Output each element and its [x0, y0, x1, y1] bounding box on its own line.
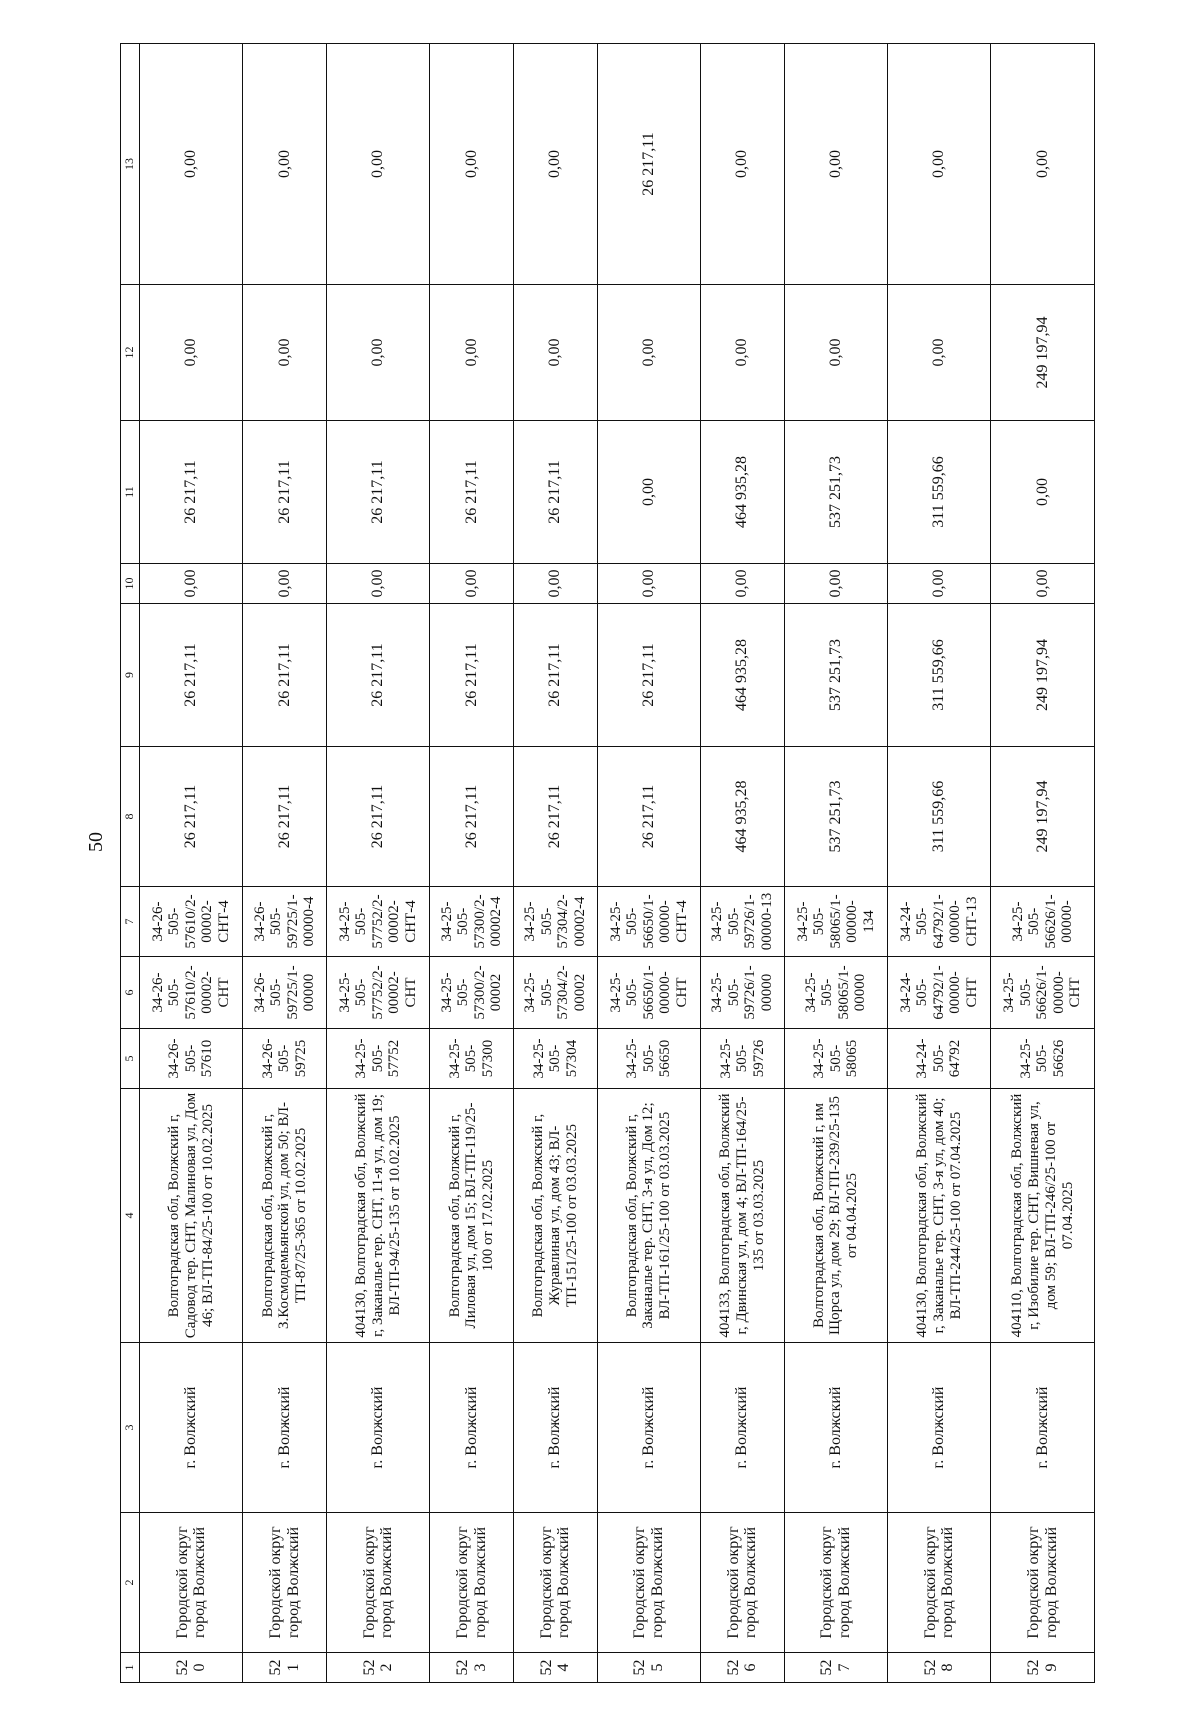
cadastral-code-cell: 34-26-505-59725 [243, 1029, 327, 1089]
amount-col11-cell: 537 251,73 [784, 421, 887, 564]
column-number-9: 9 [121, 604, 140, 747]
column-number-4: 4 [121, 1089, 140, 1343]
address-cell: 404110, Волгоградская обл, Волжский г, Изобилие тер. СНТ, Вишневая ул, дом 59; ВЛ-ТП-246/25-100 от 07.04.2025 [991, 1089, 1095, 1343]
amount-col12-cell: 0,00 [784, 285, 887, 421]
amount-col13-cell: 0,00 [514, 44, 598, 285]
rotated-table-container [120, 44, 1095, 1683]
amount-col10-cell: 0,00 [327, 564, 430, 604]
contract-id-cell: 34-25-505-56626/1-00000- [991, 887, 1095, 957]
city-cell: г. Волжский [327, 1343, 430, 1513]
contract-id-cell: 34-25-505-56650/1-00000-СНТ-4 [597, 887, 700, 957]
row-number: 528 [888, 1653, 991, 1683]
city-cell: г. Волжский [991, 1343, 1095, 1513]
column-number-1: 1 [121, 1653, 140, 1683]
amount-col10-cell: 0,00 [597, 564, 700, 604]
contract-id-cell: 34-25-505-57300/2-00002-4 [430, 887, 514, 957]
cadastral-code-cell: 34-25-505-57752 [327, 1029, 430, 1089]
city-cell: г. Волжский [701, 1343, 785, 1513]
amount-col10-cell: 0,00 [991, 564, 1095, 604]
table-row [140, 44, 243, 1683]
row-number: 529 [991, 1653, 1095, 1683]
amount-col11-cell: 26 217,11 [430, 421, 514, 564]
cadastral-code-cell: 34-25-505-58065 [784, 1029, 887, 1089]
cadastral-code-cell: 34-25-505-59726 [701, 1029, 785, 1089]
data-table [120, 43, 1095, 1683]
amount-col10-cell: 0,00 [430, 564, 514, 604]
table-row [327, 44, 430, 1683]
city-cell: г. Волжский [597, 1343, 700, 1513]
row-number: 526 [701, 1653, 785, 1683]
address-cell: Волгоградская обл, Волжский г, З.Космодемьянской ул, дом 50; ВЛ-ТП-87/25-365 от 10.02.2025 [243, 1089, 327, 1343]
object-id-cell: 34-25-505-57752/2-00002-СНТ [327, 957, 430, 1029]
table-row [888, 44, 991, 1683]
amount-col10-cell: 0,00 [888, 564, 991, 604]
row-number: 524 [514, 1653, 598, 1683]
cadastral-code-cell: 34-26-505-57610 [140, 1029, 243, 1089]
column-number-5: 5 [121, 1029, 140, 1089]
page-number: 50 [85, 832, 107, 852]
row-number: 522 [327, 1653, 430, 1683]
amount-col11-cell: 26 217,11 [140, 421, 243, 564]
cadastral-code-cell: 34-24-505-64792 [888, 1029, 991, 1089]
column-number-2: 2 [121, 1513, 140, 1653]
amount-col12-cell: 249 197,94 [991, 285, 1095, 421]
amount-col10-cell: 0,00 [243, 564, 327, 604]
object-id-cell: 34-25-505-56650/1-00000-СНТ [597, 957, 700, 1029]
object-id-cell: 34-26-505-57610/2-00002-СНТ [140, 957, 243, 1029]
contract-id-cell: 34-25-505-57752/2-00002-СНТ-4 [327, 887, 430, 957]
table-row [991, 44, 1095, 1683]
object-id-cell: 34-25-505-57304/2-00002 [514, 957, 598, 1029]
amount-col13-cell: 0,00 [327, 44, 430, 285]
contract-id-cell: 34-25-505-58065/1-00000-134 [784, 887, 887, 957]
district-cell: Городской округ город Волжский [991, 1513, 1095, 1653]
table-row [514, 44, 598, 1683]
city-cell: г. Волжский [888, 1343, 991, 1513]
amount-col9-cell: 26 217,11 [430, 604, 514, 747]
amount-col12-cell: 0,00 [514, 285, 598, 421]
cadastral-code-cell: 34-25-505-57304 [514, 1029, 598, 1089]
object-id-cell: 34-24-505-64792/1-00000-СНТ [888, 957, 991, 1029]
table-body [121, 44, 1095, 1683]
address-cell: Волгоградская обл, Волжский г, Журавлиная ул, дом 43; ВЛ-ТП-151/25-100 от 03.03.2025 [514, 1089, 598, 1343]
city-cell: г. Волжский [514, 1343, 598, 1513]
amount-col11-cell: 0,00 [991, 421, 1095, 564]
amount-col8-cell: 464 935,28 [701, 747, 785, 887]
amount-col11-cell: 26 217,11 [327, 421, 430, 564]
column-number-13: 13 [121, 44, 140, 285]
amount-col9-cell: 26 217,11 [243, 604, 327, 747]
amount-col9-cell: 311 559,66 [888, 604, 991, 747]
amount-col8-cell: 26 217,11 [327, 747, 430, 887]
amount-col9-cell: 249 197,94 [991, 604, 1095, 747]
amount-col13-cell: 0,00 [430, 44, 514, 285]
address-cell: Волгоградская обл, Волжский г, им Щорса ул, дом 29; ВЛ-ТП-239/25-135 от 04.04.2025 [784, 1089, 887, 1343]
city-cell: г. Волжский [784, 1343, 887, 1513]
amount-col12-cell: 0,00 [888, 285, 991, 421]
amount-col8-cell: 26 217,11 [430, 747, 514, 887]
object-id-cell: 34-26-505-59725/1-00000 [243, 957, 327, 1029]
address-cell: 404133, Волгоградская обл, Волжский г, Двинская ул, дом 4; ВЛ-ТП-164/25-135 от 03.03.2025 [701, 1089, 785, 1343]
amount-col12-cell: 0,00 [140, 285, 243, 421]
table-row [701, 44, 785, 1683]
amount-col11-cell: 311 559,66 [888, 421, 991, 564]
amount-col9-cell: 26 217,11 [514, 604, 598, 747]
amount-col11-cell: 26 217,11 [514, 421, 598, 564]
amount-col13-cell: 0,00 [701, 44, 785, 285]
city-cell: г. Волжский [140, 1343, 243, 1513]
district-cell: Городской округ город Волжский [888, 1513, 991, 1653]
column-number-7: 7 [121, 887, 140, 957]
amount-col12-cell: 0,00 [243, 285, 327, 421]
amount-col12-cell: 0,00 [430, 285, 514, 421]
district-cell: Городской округ город Волжский [327, 1513, 430, 1653]
amount-col8-cell: 311 559,66 [888, 747, 991, 887]
cadastral-code-cell: 34-25-505-56650 [597, 1029, 700, 1089]
amount-col10-cell: 0,00 [140, 564, 243, 604]
amount-col13-cell: 0,00 [991, 44, 1095, 285]
column-number-3: 3 [121, 1343, 140, 1513]
amount-col10-cell: 0,00 [701, 564, 785, 604]
cadastral-code-cell: 34-25-505-56626 [991, 1029, 1095, 1089]
table-row [430, 44, 514, 1683]
object-id-cell: 34-25-505-57300/2-00002 [430, 957, 514, 1029]
object-id-cell: 34-25-505-58065/1-00000 [784, 957, 887, 1029]
row-number: 521 [243, 1653, 327, 1683]
object-id-cell: 34-25-505-56626/1-00000-СНТ [991, 957, 1095, 1029]
amount-col8-cell: 26 217,11 [514, 747, 598, 887]
amount-col12-cell: 0,00 [597, 285, 700, 421]
amount-col11-cell: 26 217,11 [243, 421, 327, 564]
column-number-10: 10 [121, 564, 140, 604]
amount-col8-cell: 26 217,11 [140, 747, 243, 887]
header-row [121, 44, 140, 1683]
amount-col12-cell: 0,00 [701, 285, 785, 421]
amount-col9-cell: 26 217,11 [327, 604, 430, 747]
amount-col8-cell: 249 197,94 [991, 747, 1095, 887]
column-number-12: 12 [121, 285, 140, 421]
contract-id-cell: 34-24-505-64792/1-00000-СНТ-13 [888, 887, 991, 957]
city-cell: г. Волжский [243, 1343, 327, 1513]
contract-id-cell: 34-25-505-57304/2-00002-4 [514, 887, 598, 957]
amount-col10-cell: 0,00 [514, 564, 598, 604]
address-cell: Волгоградская обл, Волжский г, Садовод тер. СНТ, Малиновая ул, Дом 46; ВЛ-ТП-84/25-100 от 10.02.2025 [140, 1089, 243, 1343]
amount-col13-cell: 0,00 [888, 44, 991, 285]
amount-col13-cell: 0,00 [784, 44, 887, 285]
object-id-cell: 34-25-505-59726/1-00000 [701, 957, 785, 1029]
address-cell: 404130, Волгоградская обл, Волжский г, Заканалье тер. СНТ, 11-я ул, дом 19; ВЛ-ТП-94/25-135 от 10.02.2025 [327, 1089, 430, 1343]
district-cell: Городской округ город Волжский [597, 1513, 700, 1653]
amount-col12-cell: 0,00 [327, 285, 430, 421]
address-cell: 404130, Волгоградская обл, Волжский г, Заканалье тер. СНТ, 3-я ул, дом 40; ВЛ-ТП-244/25-100 от 07.04.2025 [888, 1089, 991, 1343]
column-number-6: 6 [121, 957, 140, 1029]
amount-col13-cell: 0,00 [140, 44, 243, 285]
table-row [784, 44, 887, 1683]
contract-id-cell: 34-26-505-57610/2-00002-СНТ-4 [140, 887, 243, 957]
table-row [243, 44, 327, 1683]
district-cell: Городской округ город Волжский [243, 1513, 327, 1653]
amount-col9-cell: 26 217,11 [140, 604, 243, 747]
district-cell: Городской округ город Волжский [514, 1513, 598, 1653]
amount-col13-cell: 0,00 [243, 44, 327, 285]
row-number: 523 [430, 1653, 514, 1683]
contract-id-cell: 34-25-505-59726/1-00000-13 [701, 887, 785, 957]
amount-col11-cell: 464 935,28 [701, 421, 785, 564]
amount-col9-cell: 26 217,11 [597, 604, 700, 747]
amount-col10-cell: 0,00 [784, 564, 887, 604]
address-cell: Волгоградская обл, Волжский г, Лиловая ул, дом 15; ВЛ-ТП-119/25-100 от 17.02.2025 [430, 1089, 514, 1343]
district-cell: Городской округ город Волжский [430, 1513, 514, 1653]
amount-col8-cell: 26 217,11 [597, 747, 700, 887]
amount-col9-cell: 537 251,73 [784, 604, 887, 747]
district-cell: Городской округ город Волжский [140, 1513, 243, 1653]
district-cell: Городской округ город Волжский [701, 1513, 785, 1653]
cadastral-code-cell: 34-25-505-57300 [430, 1029, 514, 1089]
address-cell: Волгоградская обл, Волжский г, Заканалье тер. СНТ, 3-я ул, Дом 12; ВЛ-ТП-161/25-100 от 03.03.2025 [597, 1089, 700, 1343]
amount-col8-cell: 537 251,73 [784, 747, 887, 887]
contract-id-cell: 34-26-505-59725/1-00000-4 [243, 887, 327, 957]
row-number: 525 [597, 1653, 700, 1683]
amount-col9-cell: 464 935,28 [701, 604, 785, 747]
row-number: 527 [784, 1653, 887, 1683]
city-cell: г. Волжский [430, 1343, 514, 1513]
column-number-11: 11 [121, 421, 140, 564]
amount-col11-cell: 0,00 [597, 421, 700, 564]
amount-col13-cell: 26 217,11 [597, 44, 700, 285]
row-number: 520 [140, 1653, 243, 1683]
amount-col8-cell: 26 217,11 [243, 747, 327, 887]
table-row [597, 44, 700, 1683]
district-cell: Городской округ город Волжский [784, 1513, 887, 1653]
column-number-8: 8 [121, 747, 140, 887]
